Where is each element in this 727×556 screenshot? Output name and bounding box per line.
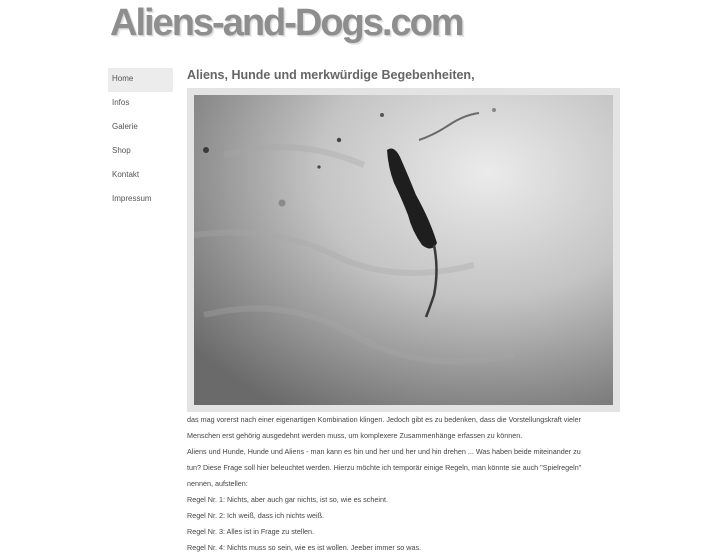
sidebar-item-kontakt[interactable]: Kontakt: [112, 170, 140, 179]
sidebar-item-shop[interactable]: Shop: [112, 146, 131, 155]
main-content: [187, 68, 620, 556]
sidebar-item-galerie[interactable]: Galerie: [112, 122, 138, 131]
body-paragraph: das mag vorerst nach einer eigenartigen Kombination klingen. Jedoch gibt es zu bedenken, dass die Vorstellungskraft vieler: [187, 415, 581, 424]
photo-frame: [187, 88, 620, 412]
sidebar-item-infos[interactable]: Infos: [112, 98, 130, 107]
rule-item: Regel Nr. 4: Nichts muss so sein, wie es ist wollen. Jeeber immer so was.: [187, 543, 422, 552]
body-paragraph: nennen, aufstellen:: [187, 479, 248, 488]
sidebar-nav: [108, 68, 173, 212]
wall-crack-photo: [194, 95, 613, 405]
sidebar-item-home[interactable]: Home: [108, 68, 173, 92]
rule-item: Regel Nr. 1: Nichts, aber auch gar nichts, ist so, wie es scheint.: [187, 495, 388, 504]
body-paragraph: Aliens und Hunde, Hunde und Aliens - man kann es hin und her und her und hin drehen ... Was haben beide miteinander zu: [187, 447, 581, 456]
rule-item: Regel Nr. 2: Ich weiß, dass ich nichts weiß.: [187, 511, 325, 520]
page-title: Aliens, Hunde und merkwürdige Begebenheiten,: [187, 68, 475, 82]
site-logo[interactable]: Aliens-and-Dogs.com: [110, 2, 463, 44]
photo-illustration: [194, 95, 613, 405]
body-paragraph: tun? Diese Frage soll hier beleuchtet werden. Hierzu möchte ich temporär einige Regeln, man könnte sie auch "Spielregeln": [187, 463, 582, 472]
body-paragraph: Menschen erst gehörig ausgedehnt werden muss, um komplexere Zusammenhänge erfassen zu können.: [187, 431, 523, 440]
sidebar-item-impressum[interactable]: Impressum: [112, 194, 152, 203]
rule-item: Regel Nr. 3: Alles ist in Frage zu stellen.: [187, 527, 315, 536]
